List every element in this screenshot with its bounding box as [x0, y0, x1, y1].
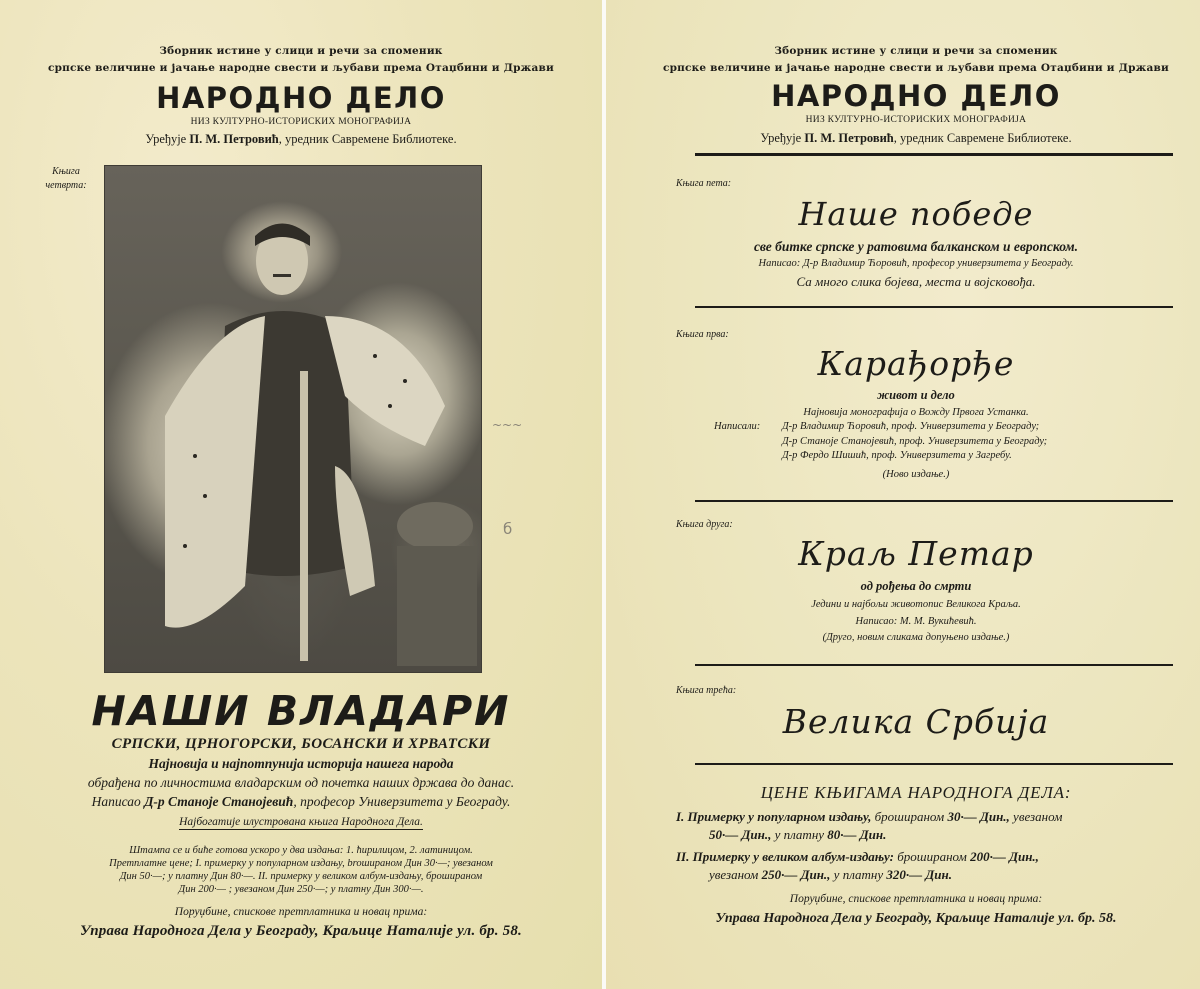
book-subtitle: СРПСКИ, ЦРНОГОРСКИ, БОСАНСКИ И ХРВАТСКИ	[111, 736, 491, 752]
section-divider	[695, 500, 1173, 502]
book-author: Написао: Д-р Владимир Ћоровић, професор универзитета у Београду.	[758, 258, 1074, 269]
motto-line-2: српске величине и јачање народне свести и љубави према Отаџбини и Држави	[48, 62, 554, 74]
brand-title: НАРОДНО ДЕЛО	[771, 79, 1061, 113]
book-main-title: НАШИ ВЛАДАРИ	[91, 687, 511, 735]
brand-title: НАРОДНО ДЕЛО	[156, 81, 446, 115]
book-label-fifth: Књига пета:	[676, 178, 732, 189]
book-edition: (Ново издање.)	[882, 469, 950, 480]
richest-illustrated-note: Најбогатије илустрована књига Народнога Дела.	[179, 816, 423, 828]
series-subtitle: НИЗ КУЛТУРНО-ИСТОРИСКИХ МОНОГРАФИЈА	[805, 115, 1027, 125]
print-info-line-4: Дин 200·— ; увезаном Дин 250·—; у платну Дин 300·—.	[178, 884, 424, 895]
pencil-mark: б	[503, 520, 513, 538]
book-note: Са много слика бојева, места и војсковођа.	[796, 274, 1036, 289]
motto-line-1: Зборник истине у слици и речи за споменик	[774, 45, 1058, 57]
print-info-line-3: Дин 50·—; у платну Дин 80·—. II. примерку у великом албум-издању, брошираном	[119, 871, 483, 882]
header-divider	[695, 153, 1173, 156]
price-item-album: II. Примерку у великом албум-издању: брошираном 200·— Дин., увезаном 250·— Дин., у платну 320·— Дин.	[676, 849, 1039, 882]
book-title-nase-pobede: Наше победе	[798, 195, 1034, 233]
book-edition: (Друго, новим сликама допуњено издање.)	[822, 632, 1010, 643]
prices-title: ЦЕНЕ КЊИГАМА НАРОДНОГА ДЕЛА:	[760, 783, 1072, 802]
section-divider	[695, 306, 1173, 308]
book-author: Написао: М. М. Вукићевић.	[855, 616, 977, 627]
book-subtitle: све битке српске у ратовима балканском и европском.	[753, 239, 1079, 254]
publisher-address: Управа Народнога Дела у Београду, Краљице Наталије ул. бр. 58.	[80, 923, 522, 939]
book-subtitle: од рођења до смрти	[860, 579, 972, 593]
book-title-kralj-petar: Краљ Петар	[798, 534, 1034, 573]
order-label: Поруџбине, спискове претплатника и новац прима:	[174, 906, 428, 918]
editor-name: П. М. Петровић	[804, 131, 894, 145]
motto-line-2: српске величине и јачање народне свести и љубави према Отаџбини и Држави	[663, 62, 1169, 74]
right-page: Зборник истине у слици и речи за споменик српске величине и јачање народне свести и љубави према Отаџбини и Држави НАРОДНО ДЕЛО НИЗ КУЛТУРНО-ИСТОРИСКИХ МОНОГРАФИЈА Уређује П. М. Петровић, уредник Савремене Библиотеке. Књига пета: Наше победе све битке српске у ратовима балканском и европском. Написао: Д-р Владимир Ћоровић, професор универзитета у Београду. Са много слика бојева, места и војсковођа. Књига прва: Карађорђе живот и дело Најновија монографија о Вожду Првога Устанка. Написали: Д-р Владимир Ћоровић, проф. Универзитета у Београду; Д-р Станоје Станојевић, проф. Универзитета у Београду; Д-р Фердо Шишић, проф. Универзитета у Загребу. (Ново издање.) Књига друга: Краљ Петар од рођења до смрти Једини и најбољи животопис Великога Краља. Написао: М. М. Вукићевић. (Друго, новим сликама допуњено издање.) Књига трећа: Велика Србија ЦЕНЕ КЊИГАМА НАРОДНОГА ДЕЛА: I. Примерку у популарном издању, брошираном 30·— Дин., увезаном 50·— Дин., у платну 80·— Дин. II. Примерку у великом албум-издању: брошираном 200·— Дин., увезаном 250·— Дин., у платну 320·— Дин. Поруџбине, спискове претплатника и новац прима: Управа Народнога Дела у Београду, Краљице Наталије ул. бр. 58.	[606, 0, 1200, 989]
author-line: Написао Д-р Станоје Станојевић, професор Универзитета у Београду.	[91, 794, 511, 809]
book-label-first: Књига прва:	[676, 329, 729, 340]
author-line: Д-р Владимир Ћоровић, проф. Универзитета у Београду;	[782, 421, 1040, 432]
book-note: Најновија монографија о Вожду Првога Устанка.	[803, 407, 1029, 418]
book-label: Књига четврта:	[45, 166, 87, 191]
section-divider	[695, 664, 1173, 666]
series-subtitle: НИЗ КУЛТУРНО-ИСТОРИСКИХ МОНОГРАФИЈА	[190, 117, 412, 127]
editor-line: Уређује П. М. Петровић, уредник Савремене Библиотеке.	[145, 132, 457, 146]
book-label-third: Књига трећа:	[676, 685, 737, 696]
section-divider	[695, 763, 1173, 765]
author-line: Д-р Станоје Станојевић, проф. Универзитета у Београду;	[782, 435, 1048, 447]
editor-name: П. М. Петровић	[189, 132, 279, 146]
author-line: Д-р Фердо Шишић, проф. Универзитета у Загребу.	[782, 450, 1012, 461]
king-portrait-image	[104, 165, 482, 673]
book-title-karadjordje: Карађорђе	[817, 344, 1015, 383]
order-label: Поруџбине, спискове претплатника и новац прима:	[789, 893, 1043, 905]
portrait-figure-icon	[105, 166, 481, 672]
description-line-1: Најновија и најпотпунија историја нашега народа	[148, 756, 454, 771]
book-title-velika-srbija: Велика Србија	[782, 702, 1050, 741]
editor-line: Уређује П. М. Петровић, уредник Савремене Библиотеке.	[760, 131, 1072, 145]
print-info-line-2: Претплатне цене; I. примерку у популарном издању, broшираном Дин 30·—; увезаном	[109, 858, 493, 869]
price-item-popular: I. Примерку у популарном издању, брошираном 30·— Дин., увезаном 50·— Дин., у платну 80·— Дин.	[676, 809, 1063, 842]
motto-line-1: Зборник истине у слици и речи за споменик	[159, 45, 443, 57]
pencil-mark: ~~~	[492, 418, 523, 432]
author-name: Д-р Станоје Станојевић	[144, 794, 294, 809]
publisher-address: Управа Народнога Дела у Београду, Краљице Наталије ул. бр. 58.	[715, 911, 1117, 926]
book-label-second: Књига друга:	[676, 519, 733, 530]
book-subtitle: живот и дело	[877, 388, 955, 402]
description-line-2: обрађена по личностима владарским од почетка наших држава до данас.	[87, 775, 515, 790]
print-info-line-1: Штампа се и биће готова ускоро у два издања: 1. ћирилицом, 2. латиницом.	[129, 845, 473, 856]
book-note: Једини и најбољи животопис Великога Краља.	[811, 599, 1021, 610]
